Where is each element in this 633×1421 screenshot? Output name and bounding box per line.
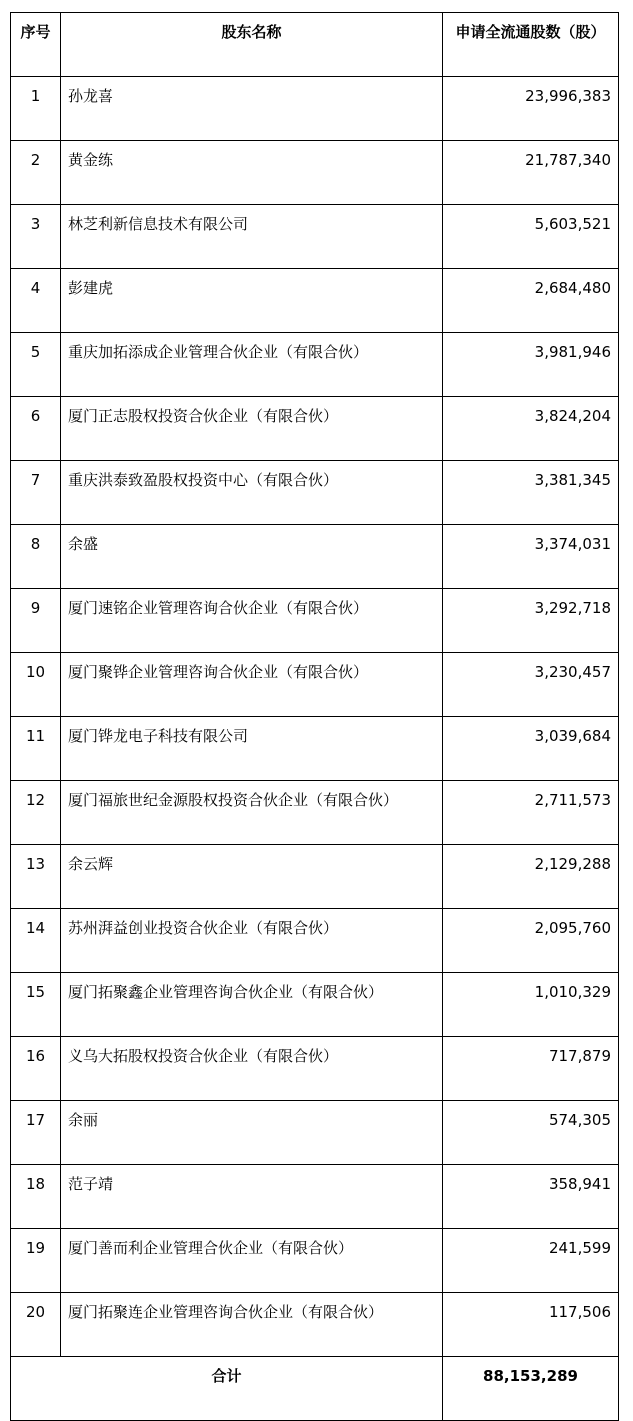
table-row	[11, 973, 619, 1037]
row-index: 1	[11, 77, 61, 141]
table-row	[11, 845, 619, 909]
table-row	[11, 1229, 619, 1293]
row-index: 4	[11, 269, 61, 333]
table-row	[11, 269, 619, 333]
row-shares: 1,010,329	[443, 973, 619, 1037]
row-index: 18	[11, 1165, 61, 1229]
row-shareholder-name: 厦门善而利企业管理合伙企业（有限合伙）	[61, 1229, 443, 1293]
row-shares: 3,981,946	[443, 333, 619, 397]
row-index: 15	[11, 973, 61, 1037]
row-shares: 3,292,718	[443, 589, 619, 653]
row-shareholder-name: 厦门拓聚连企业管理咨询合伙企业（有限合伙）	[61, 1293, 443, 1357]
row-shares: 3,039,684	[443, 717, 619, 781]
row-index: 10	[11, 653, 61, 717]
table-row	[11, 525, 619, 589]
row-shares: 21,787,340	[443, 141, 619, 205]
table-row	[11, 461, 619, 525]
row-shares: 358,941	[443, 1165, 619, 1229]
row-index: 2	[11, 141, 61, 205]
row-index: 9	[11, 589, 61, 653]
row-shares: 574,305	[443, 1101, 619, 1165]
row-index: 7	[11, 461, 61, 525]
row-shares: 3,230,457	[443, 653, 619, 717]
header-shares: 申请全流通股数（股）	[443, 13, 619, 77]
row-shareholder-name: 厦门拓聚鑫企业管理咨询合伙企业（有限合伙）	[61, 973, 443, 1037]
row-shareholder-name: 孙龙喜	[61, 77, 443, 141]
row-index: 12	[11, 781, 61, 845]
row-shareholder-name: 重庆加拓添成企业管理合伙企业（有限合伙）	[61, 333, 443, 397]
row-shares: 2,684,480	[443, 269, 619, 333]
row-shareholder-name: 余盛	[61, 525, 443, 589]
header-name: 股东名称	[61, 13, 443, 77]
row-shareholder-name: 重庆洪泰致盈股权投资中心（有限合伙）	[61, 461, 443, 525]
row-index: 19	[11, 1229, 61, 1293]
row-index: 14	[11, 909, 61, 973]
row-shareholder-name: 厦门速铭企业管理咨询合伙企业（有限合伙）	[61, 589, 443, 653]
row-index: 5	[11, 333, 61, 397]
table-header-row	[11, 13, 619, 77]
row-shareholder-name: 厦门铧龙电子科技有限公司	[61, 717, 443, 781]
table-body	[11, 77, 619, 1357]
row-index: 17	[11, 1101, 61, 1165]
row-index: 11	[11, 717, 61, 781]
row-shareholder-name: 范子靖	[61, 1165, 443, 1229]
header-index: 序号	[11, 13, 61, 77]
row-shares: 23,996,383	[443, 77, 619, 141]
row-shares: 3,381,345	[443, 461, 619, 525]
row-index: 13	[11, 845, 61, 909]
row-index: 6	[11, 397, 61, 461]
row-index: 20	[11, 1293, 61, 1357]
row-index: 16	[11, 1037, 61, 1101]
row-shareholder-name: 厦门正志股权投资合伙企业（有限合伙）	[61, 397, 443, 461]
table-row	[11, 141, 619, 205]
row-shares: 117,506	[443, 1293, 619, 1357]
table-row	[11, 717, 619, 781]
row-shares: 2,711,573	[443, 781, 619, 845]
row-shareholder-name: 彭建虎	[61, 269, 443, 333]
row-shareholder-name: 苏州湃益创业投资合伙企业（有限合伙）	[61, 909, 443, 973]
row-index: 3	[11, 205, 61, 269]
table-row	[11, 205, 619, 269]
row-shares: 3,824,204	[443, 397, 619, 461]
row-shares: 2,095,760	[443, 909, 619, 973]
row-shareholder-name: 厦门聚铧企业管理咨询合伙企业（有限合伙）	[61, 653, 443, 717]
table-row	[11, 1293, 619, 1357]
row-shareholder-name: 余丽	[61, 1101, 443, 1165]
total-shares: 88,153,289	[443, 1357, 619, 1421]
shareholder-table	[10, 12, 619, 1421]
row-shares: 241,599	[443, 1229, 619, 1293]
row-shareholder-name: 义乌大拓股权投资合伙企业（有限合伙）	[61, 1037, 443, 1101]
table-row	[11, 397, 619, 461]
row-shareholder-name: 余云辉	[61, 845, 443, 909]
row-shares: 5,603,521	[443, 205, 619, 269]
table-row	[11, 77, 619, 141]
table-row	[11, 1165, 619, 1229]
row-shareholder-name: 厦门福旅世纪金源股权投资合伙企业（有限合伙）	[61, 781, 443, 845]
total-label: 合计	[11, 1357, 443, 1421]
table-row	[11, 589, 619, 653]
table-row	[11, 1101, 619, 1165]
table-row	[11, 781, 619, 845]
row-index: 8	[11, 525, 61, 589]
row-shares: 717,879	[443, 1037, 619, 1101]
row-shares: 3,374,031	[443, 525, 619, 589]
row-shareholder-name: 林芝利新信息技术有限公司	[61, 205, 443, 269]
table-row	[11, 1037, 619, 1101]
total-row	[11, 1357, 619, 1421]
table-row	[11, 333, 619, 397]
row-shareholder-name: 黄金练	[61, 141, 443, 205]
table-row	[11, 909, 619, 973]
table-row	[11, 653, 619, 717]
row-shares: 2,129,288	[443, 845, 619, 909]
